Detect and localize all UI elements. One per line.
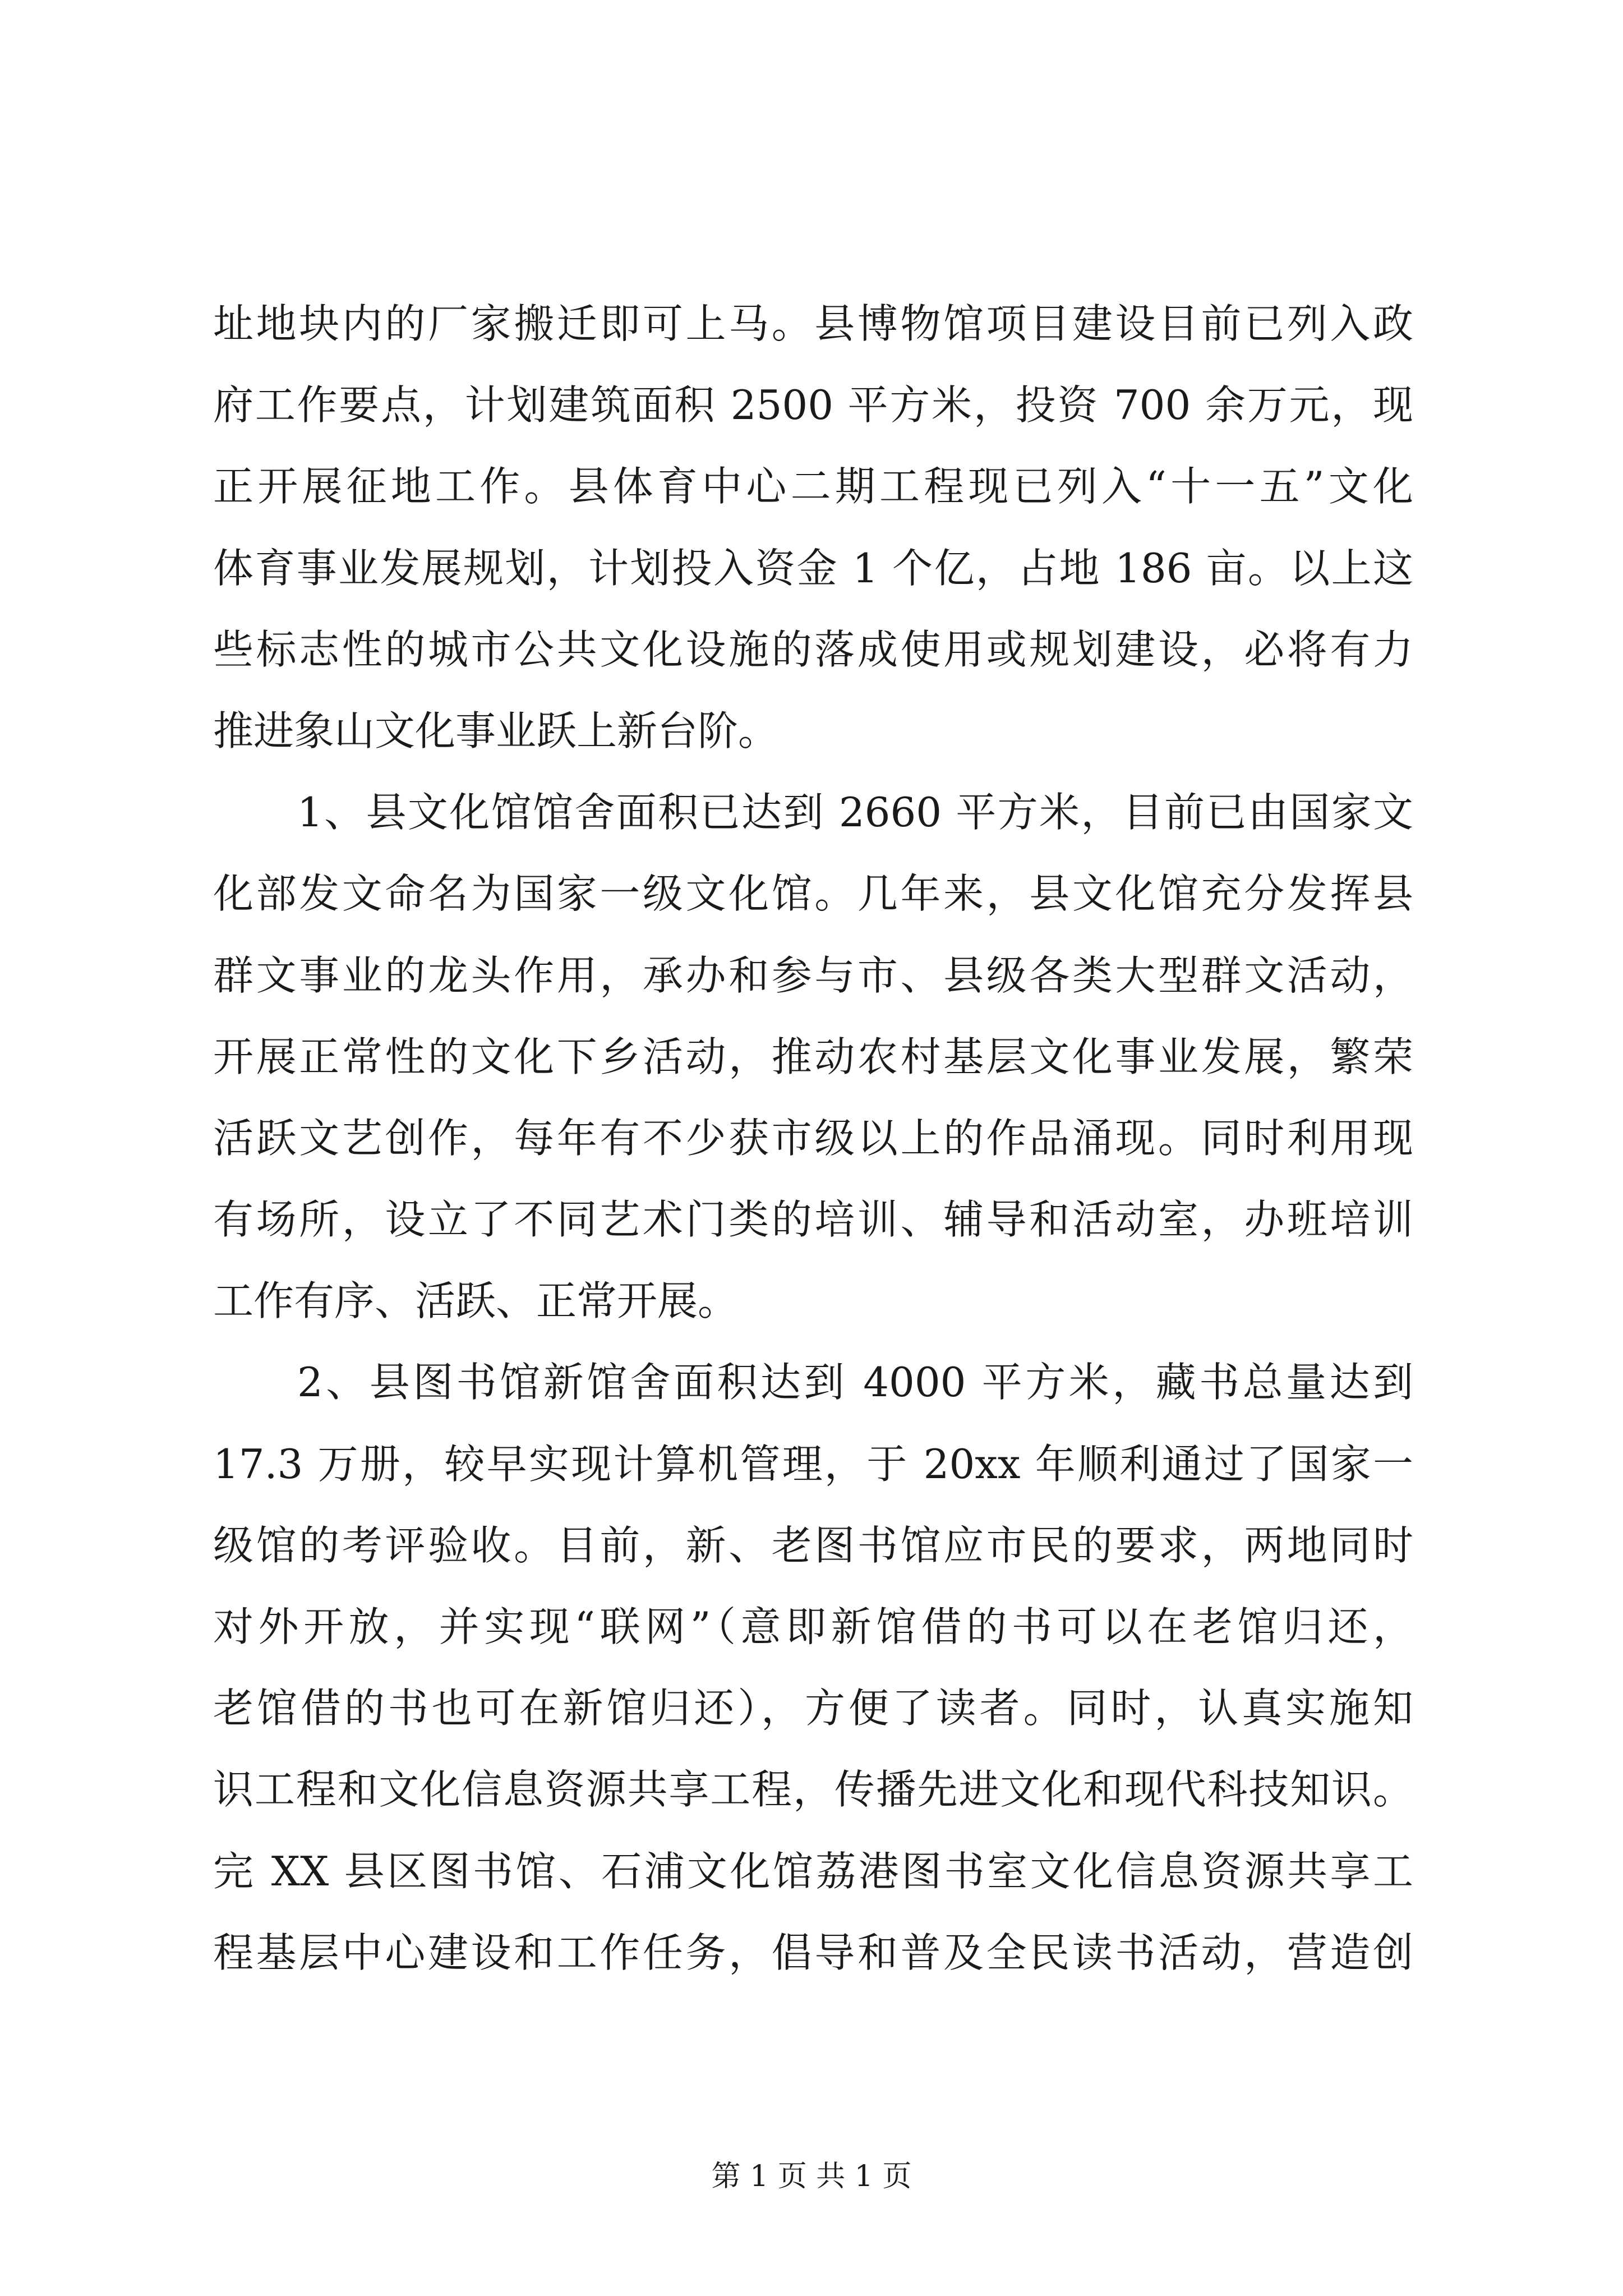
text-line: 体育事业发展规划，计划投入资金 1 个亿，占地 186 亩。以上这 xyxy=(213,544,1413,592)
text-line: 些标志性的城市公共文化设施的落成使用或规划建设，必将有力 xyxy=(213,625,1413,673)
body-text xyxy=(213,283,1413,1994)
paragraph-start-line: 1、县文化馆馆舍面积已达到 2660 平方米，目前已由国家文 xyxy=(297,789,1413,836)
text-line: 老馆借的书也可在新馆归还），方便了读者。同时，认真实施知 xyxy=(213,1685,1413,1732)
page-footer: 第 1 页 共 1 页 xyxy=(711,2160,912,2193)
text-line: 址地块内的厂家搬迁即可上马。县博物馆项目建设目前已列入政 xyxy=(213,300,1413,347)
text-line: 化部发文命名为国家一级文化馆。几年来，县文化馆充分发挥县 xyxy=(213,870,1413,918)
text-line: 对外开放，并实现“联网”（意即新馆借的书可以在老馆归还， xyxy=(213,1603,1413,1650)
text-line: 17.3 万册，较早实现计算机管理，于 20xx 年顺利通过了国家一 xyxy=(213,1440,1413,1488)
text-line: 识工程和文化信息资源共享工程，传播先进文化和现代科技知识。 xyxy=(213,1766,1413,1814)
text-line: 活跃文艺创作，每年有不少获市级以上的作品涌现。同时利用现 xyxy=(213,1114,1413,1162)
text-line: 开展正常性的文化下乡活动，推动农村基层文化事业发展，繁荣 xyxy=(213,1033,1413,1080)
text-line: 程基层中心建设和工作任务，倡导和普及全民读书活动，营造创 xyxy=(213,1929,1413,1976)
text-line: 正开展征地工作。县体育中心二期工程现已列入“十一五”文化 xyxy=(213,463,1413,510)
text-line: 府工作要点，计划建筑面积 2500 平方米，投资 700 余万元，现 xyxy=(213,381,1413,429)
text-line: 完 XX 县区图书馆、石浦文化馆荔港图书室文化信息资源共享工 xyxy=(213,1847,1413,1895)
text-line: 推进象山文化事业跃上新台阶。 xyxy=(213,707,779,754)
text-line: 级馆的考评验收。目前，新、老图书馆应市民的要求，两地同时 xyxy=(213,1521,1413,1569)
text-line: 群文事业的龙头作用，承办和参与市、县级各类大型群文活动， xyxy=(213,951,1413,999)
text-line: 工作有序、活跃、正常开展。 xyxy=(213,1277,739,1325)
paragraph-start-line: 2、县图书馆新馆舍面积达到 4000 平方米，藏书总量达到 xyxy=(297,1359,1413,1406)
text-line: 有场所，设立了不同艺术门类的培训、辅导和活动室，办班培训 xyxy=(213,1196,1413,1244)
